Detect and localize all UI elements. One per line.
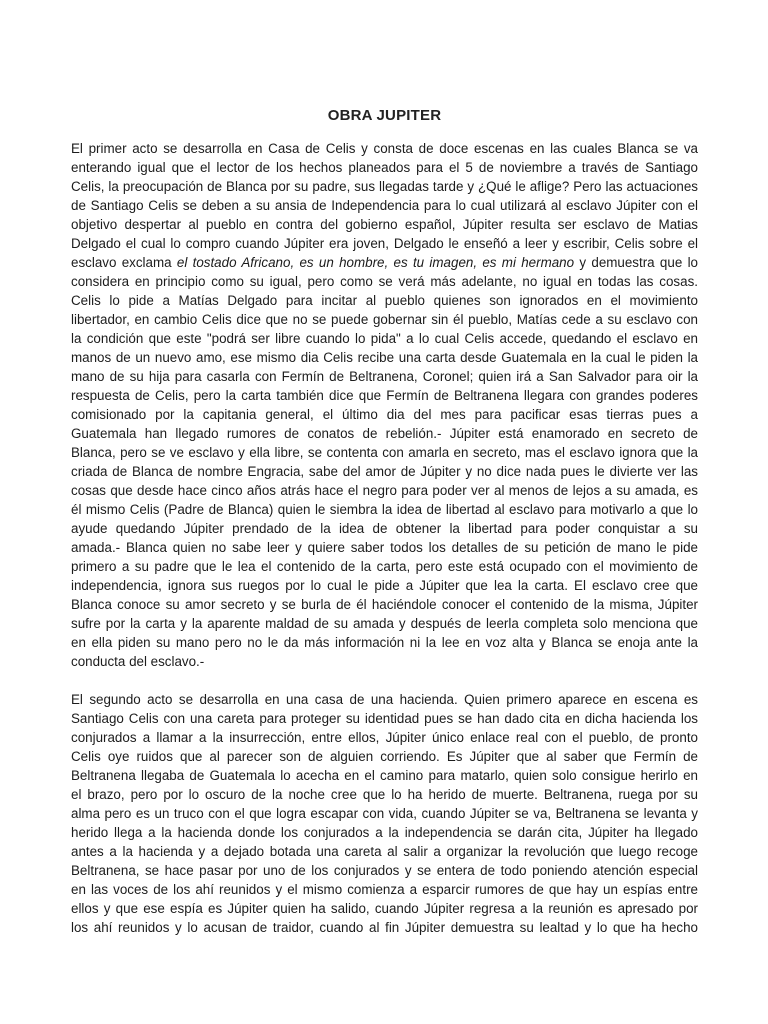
- text-run: independencia, ignora sus ruegos por lo cual le pide a Júpiter que lea la carta. El esclavo cree que: [71, 578, 698, 593]
- paragraph: [71, 690, 698, 937]
- text-line: [71, 633, 698, 652]
- text-run: antes a la hacienda y a dejado botada una careta al salir a organizar la revolución que luego recoge: [71, 844, 698, 859]
- text-run: él mismo Celis (Padre de Blanca) quien le siembra la idea de libertad al esclavo para motivarlo a que lo: [71, 502, 698, 517]
- text-line: [71, 139, 698, 158]
- text-line: [71, 576, 698, 595]
- text-run: Guatemala han llegado rumores de conatos de rebelión.- Júpiter está enamorado en secreto de: [71, 426, 698, 441]
- text-run: respuesta de Celis, pero la carta también dice que Fermín de Beltranena llegara con grandes poderes: [71, 388, 698, 403]
- text-line: [71, 215, 698, 234]
- text-line: [71, 462, 698, 481]
- text-line: [71, 386, 698, 405]
- text-run: primero a su padre que le lea el contenido de la carta, pero este está ocupado con el movimiento de: [71, 559, 698, 574]
- text-line: [71, 652, 698, 671]
- text-line: [71, 728, 698, 747]
- text-line: [71, 861, 698, 880]
- text-line: [71, 291, 698, 310]
- text-run: comisionado por la capitania general, el último dia del mes para pacificar esas tierras pues a: [71, 407, 698, 422]
- text-line: [71, 272, 698, 291]
- text-run: sufre por la carta y la aparente maldad de su amada y después de leerla completa solo menciona que: [71, 616, 698, 631]
- text-run: conjurados a llamar a la insurrección, entre ellos, Júpiter único enlace real con el pueblo, de pronto: [71, 730, 698, 745]
- text-line: [71, 842, 698, 861]
- text-run: Santiago Celis con una careta para proteger su identidad pues se han dado cita en dicha hacienda los: [71, 711, 698, 726]
- paragraph: [71, 139, 698, 671]
- text-run: Blanca, pero se ve esclavo y ella libre, se contenta con amarla en secreto, mas el esclavo ignora que la: [71, 445, 698, 460]
- text-line: [71, 918, 698, 937]
- text-line: [71, 158, 698, 177]
- text-run: los ahí reunidos y lo acusan de traidor, cuando al fin Júpiter demuestra su lealtad y lo que ha hecho: [71, 920, 698, 935]
- text-run: objetivo despertar al pueblo en contra del gobierno español, Júpiter resulta ser esclavo de Matias: [71, 217, 698, 232]
- text-run: amada.- Blanca quien no sabe leer y quiere saber todos los detalles de su petición de mano le pide: [71, 540, 698, 555]
- text-run: manos de un nuevo amo, ese mismo dia Celis recibe una carta desde Guatemala en la cual le piden la: [71, 350, 698, 365]
- text-line: [71, 785, 698, 804]
- text-line: [71, 443, 698, 462]
- text-line: [71, 538, 698, 557]
- text-run: mano de su hija para casarla con Fermín de Beltranena, Coronel; quien irá a San Salvador para oir la: [71, 369, 698, 384]
- text-line: [71, 481, 698, 500]
- text-run: libertador, en cambio Celis dice que no se puede gobernar sin él pueblo, Matías cede a su esclavo con: [71, 312, 698, 327]
- text-line: [71, 823, 698, 842]
- text-line: [71, 614, 698, 633]
- text-line: [71, 405, 698, 424]
- text-run: y demuestra que lo: [574, 255, 698, 270]
- text-run: criada de Blanca de nombre Engracia, sabe del amor de Júpiter y no dice nada pues le divierte ver las: [71, 464, 698, 479]
- text-line: [71, 690, 698, 709]
- text-line: [71, 500, 698, 519]
- text-line: [71, 310, 698, 329]
- text-line: [71, 329, 698, 348]
- text-run: El segundo acto se desarrolla en una casa de una hacienda. Quien primero aparece en escena es: [71, 692, 698, 707]
- text-run: la condición que este "podrá ser libre cuando lo pida" a lo cual Celis accede, quedando el esclavo en: [71, 331, 698, 346]
- text-line: [71, 595, 698, 614]
- document-title: OBRA JUPITER: [327, 107, 442, 124]
- text-line: [71, 709, 698, 728]
- text-run: en ella piden su mano pero no le da más información ni la lee en voz alta y Blanca se enoja ante la: [71, 635, 698, 650]
- text-run: considera en principio como su igual, pero como se verá más adelante, no igual en todas las cosas.: [71, 274, 698, 289]
- text-line: [71, 557, 698, 576]
- text-line: [71, 899, 698, 918]
- italic-quote: el tostado Africano, es un hombre, es tu imagen, es mi hermano: [176, 255, 575, 270]
- text-run: Celis lo pide a Matías Delgado para incitar al pueblo quienes son ignorados en el movimiento: [71, 293, 698, 308]
- text-run: el brazo, pero por lo oscuro de la noche cree que lo ha herido de muerte. Beltranena, ruega por su: [71, 787, 698, 802]
- text-run: El primer acto se desarrolla en Casa de Celis y consta de doce escenas en las cuales Blanca se va: [71, 141, 698, 156]
- document-body: [71, 139, 698, 937]
- text-line: [71, 253, 698, 272]
- text-line: [71, 880, 698, 899]
- text-line: [71, 367, 698, 386]
- text-run: Delgado el cual lo compro cuando Júpiter era joven, Delgado le enseñó a leer y escribir, Celis sobre el: [71, 236, 698, 251]
- text-run: Celis, la preocupación de Blanca por su padre, sus llegadas tarde y ¿Qué le aflige? Pero las actuaciones: [71, 179, 698, 194]
- text-run: Beltranena, se hace pasar por uno de los conjurados y se entera de todo poniendo atención especial: [71, 863, 698, 878]
- text-line: [71, 804, 698, 823]
- text-run: cosas que desde hace cinco años atrás hace el negro para poder ver al menos de lejos a su amada, es: [71, 483, 698, 498]
- text-line: [71, 747, 698, 766]
- text-line: [71, 177, 698, 196]
- text-run: herido llega a la hacienda donde los conjurados a la independencia se darán cita, Júpiter ha llegado: [71, 825, 698, 840]
- text-run: conducta del esclavo.-: [71, 654, 205, 669]
- text-run: de Santiago Celis se deben a su ansia de Independencia para lo cual utilizará al esclavo Júpiter con el: [71, 198, 698, 213]
- text-run: ayude quedando Júpiter prendado de la idea de obtener la libertad para poder conquistar a su: [71, 521, 698, 536]
- text-line: [71, 348, 698, 367]
- text-run: Blanca conoce su amor secreto y se burla de él haciéndole conocer el contenido de la misma, Júpiter: [71, 597, 698, 612]
- text-run: Celis oye ruidos que al parecer son de alguien corriendo. Es Júpiter que al saber que Fermín de: [71, 749, 698, 764]
- text-run: en las voces de los ahí reunidos y el mismo comienza a esparcir rumores de que hay un espías entre: [71, 882, 698, 897]
- text-line: [71, 424, 698, 443]
- text-line: [71, 766, 698, 785]
- text-line: [71, 519, 698, 538]
- text-run: Beltranena llegaba de Guatemala lo acecha en el camino para matarlo, quien solo consigue herirlo en: [71, 768, 698, 783]
- text-run: ellos y que ese espía es Júpiter quien ha salido, cuando Júpiter regresa a la reunión es apresado por: [71, 901, 698, 916]
- text-run: alma pero es un truco con el que logra escapar con vida, cuando Júpiter se va, Beltranena se levanta y: [71, 806, 698, 821]
- text-run: esclavo exclama: [71, 255, 177, 270]
- text-line: [71, 234, 698, 253]
- text-line: [71, 196, 698, 215]
- text-run: enterando igual que el lector de los hechos planeados para el 5 de noviembre a través de Santiago: [71, 160, 698, 175]
